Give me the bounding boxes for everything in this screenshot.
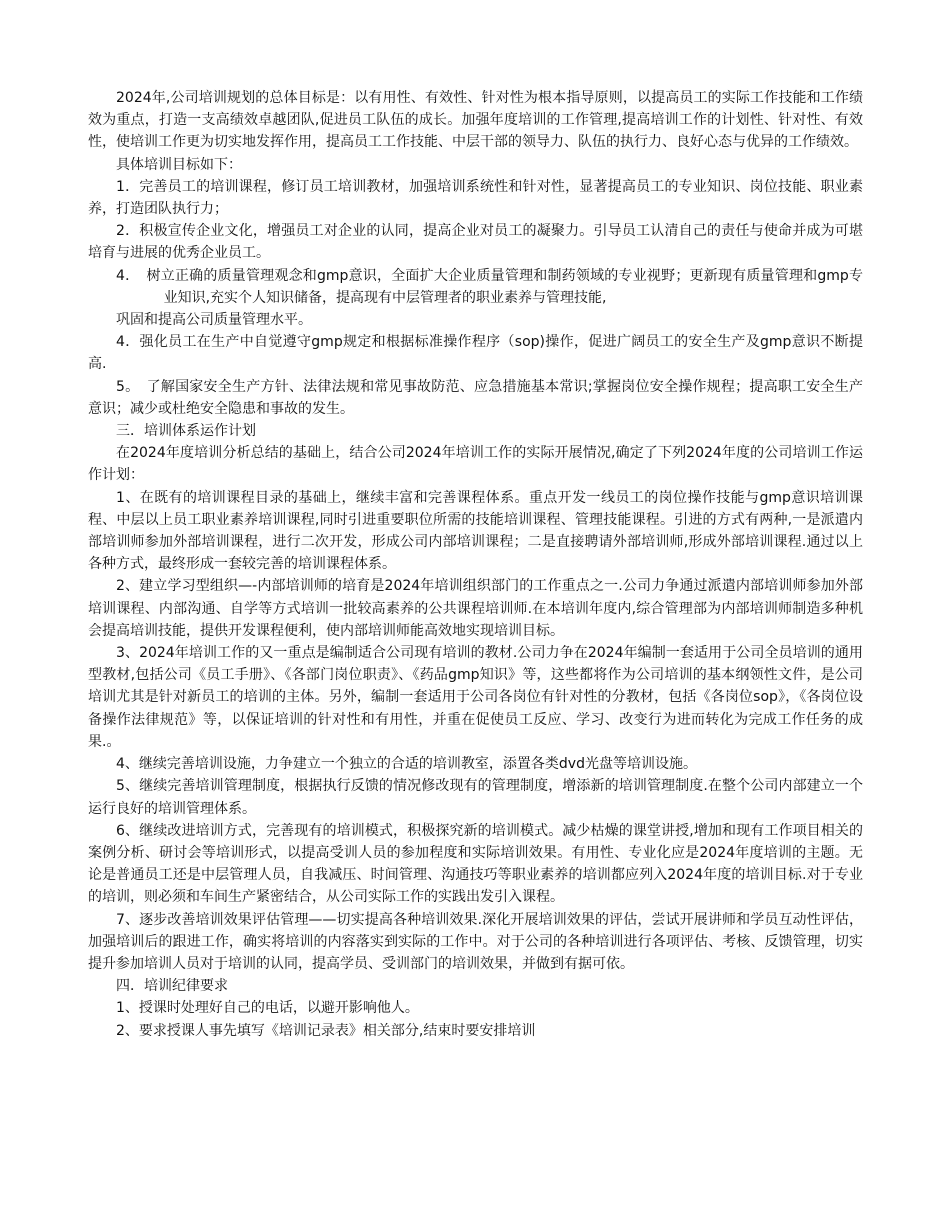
document-body (88, 87, 863, 1042)
discipline-item-2: 2、要求授课人事先填写《培训记录表》相关部分,结束时要安排培训 (116, 1022, 536, 1039)
plan-intro-paragraph: 在2024年度培训分析总结的基础上，结合公司2024年培训工作的实际开展情况,确定了下列2024年度的公司培训工作运作计划： (88, 445, 863, 484)
section-4-heading: 四．培训纪律要求 (116, 978, 228, 995)
plan-item-6: 6、继续改进培训方式，完善现有的培训模式，积极探究新的培训模式。减少枯燥的课堂讲授,增加和现有工作项目相关的案例分析、研讨会等培训形式，以提高受训人员的参加程度和实际培训效果。有用性、专业化应是2024年度培训的主题。无论是普通员工还是中层管理人员，自我减压、时间管理、沟通技巧等职业素养的培训都应列入2024年度的培训目标.对于专业的培训，则必须和车间生产紧密结合，从公司实际工作的实践出发引入课程。 (88, 822, 863, 906)
plan-item-2: 2、建立学习型组织—-内部培训师的培育是2024年培训组织部门的工作重点之一.公司力争通过派遣内部培训师参加外部培训课程、内部沟通、自学等方式培训一批较高素养的公共课程培训师.在本培训年度内,综合管理部为内部培训师制造多种机会提高培训技能，提供开发课程便利，使内部培训师能高效地实现培训目标。 (88, 578, 863, 639)
intro-paragraph: 2024年,公司培训规划的总体目标是：以有用性、有效性、针对性为根本指导原则，以提高员工的实际工作技能和工作绩效为重点，打造一支高绩效卓越团队,促进员工队伍的成长。加强年度培训的工作管理,提高培训工作的计划性、针对性、有效性，使培训工作更为切实地发挥作用，提高员工工作技能、中层干部的领导力、队伍的执行力、良好心态与优异的工作绩效。 (88, 90, 863, 151)
goal-item-5: 5。 了解国家安全生产方针、法律法规和常见事故防范、应急措施基本常识;掌握岗位安全操作规程；提高职工安全生产意识；减少或杜绝安全隐患和事故的发生。 (88, 378, 863, 417)
goal-item-1: 1．完善员工的培训课程，修订员工培训教材，加强培训系统性和针对性，显著提高员工的专业知识、岗位技能、职业素养，打造团队执行力； (88, 178, 863, 218)
goal-item-4a-continuation: 巩固和提高公司质量管理水平。 (116, 312, 312, 329)
goals-heading: 具体培训目标如下： (116, 156, 242, 173)
plan-item-5: 5、继续完善培训管理制度，根据执行反馈的情况修改现有的管理制度，增添新的培训管理制度.在整个公司内部建立一个运行良好的培训管理体系。 (88, 778, 863, 817)
goal-item-2: 2．积极宣传企业文化，增强员工对企业的认同，提高企业对员工的凝聚力。引导员工认清自己的责任与使命并成为可堪培育与进展的优秀企业员工。 (88, 223, 863, 262)
section-3-heading: 三．培训体系运作计划 (116, 423, 256, 440)
discipline-item-1: 1、授课时处理好自己的电话，以避开影响他人。 (116, 1000, 419, 1017)
goal-item-4b: 4．强化员工在生产中自觉遵守gmp规定和根据标准操作程序（sop)操作，促进广阔员工的安全生产及gmp意识不断提高. (88, 334, 863, 373)
plan-item-1: 1、在既有的培训课程目录的基础上，继续丰富和完善课程体系。重点开发一线员工的岗位操作技能与gmp意识培训课程、中层以上员工职业素养培训课程,同时引进重要职位所需的技能培训课程、管理技能课程。引进的方式有两种,一是派遣内部培训师参加外部培训课程，进行二次开发，形成公司内部培训课程；二是直接聘请外部培训师,形成外部培训课程.通过以上各种方式，最终形成一套较完善的培训课程体系。 (88, 489, 863, 573)
plan-item-4: 4、继续完善培训设施，力争建立一个独立的合适的培训教室，添置各类dvd光盘等培训设施。 (116, 756, 697, 773)
plan-item-3: 3、2024年培训工作的又一重点是编制适合公司现有培训的教材.公司力争在2024年编制一套适用于公司全员培训的通用型教材,包括公司《员工手册》、《各部门岗位职责》、《药品gmp知识》等，这些都将作为公司培训的基本纲领性文件，是公司培训尤其是针对新员工的培训的主体。另外，编制一套适用于公司各岗位有针对性的分教材，包括《各岗位sop》，《各岗位设备操作法律规范》等，以保证培训的针对性和有用性，并重在促使员工反应、学习、改变行为进而转化为完成工作任务的成果.。 (88, 645, 863, 750)
plan-item-7: 7、逐步改善培训效果评估管理——切实提高各种培训效果.深化开展培训效果的评估，尝试开展讲师和学员互动性评估，加强培训后的跟进工作，确实将培训的内容落实到实际的工作中。对于公司的各种培训进行各项评估、考核、反馈管理，切实提升参加培训人员对于培训的认同，提高学员、受训部门的培训效果，并做到有据可依。 (88, 911, 863, 972)
goal-item-4a: 4． 树立正确的质量管理观念和gmp意识，全面扩大企业质量管理和制药领域的专业视野；更新现有质量管理和gmp专业知识,充实个人知识储备，提高现有中层管理者的职业素养与管理技能, (116, 267, 863, 306)
